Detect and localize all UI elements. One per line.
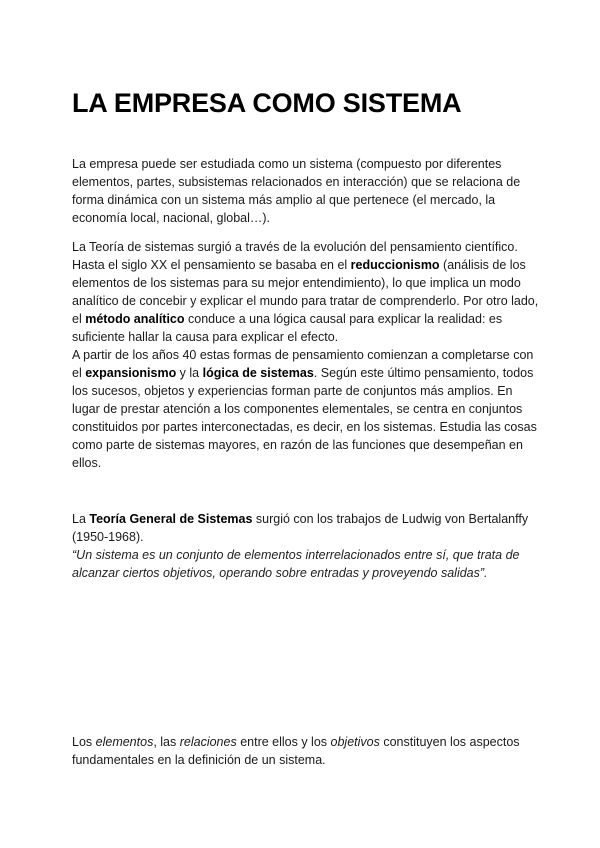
bold-term-metodo-analitico: método analítico (85, 312, 185, 326)
bold-term-teoria-general: Teoría General de Sistemas (89, 512, 253, 526)
text-span: entre ellos y los (236, 735, 331, 749)
text-span: Los (72, 735, 96, 749)
text-span: La (72, 512, 90, 526)
text-span: constituyen los aspectos fundamentales en la definición de un sistema. (72, 735, 520, 767)
text-span: . Según este último pensamiento, todos los sucesos, objetos y experiencias forman parte de conjuntos más amplios. En lugar de prestar atención a los componentes elementales, se centra en conjuntos constituidos por partes interconectadas, es decir, en los sistemas. Estudia las cosas como parte de sistemas mayores, en razón de las funciones que desempeñan en ellos. (72, 366, 537, 470)
italic-term-relaciones: relaciones (179, 735, 237, 749)
general-systems-theory-block (72, 510, 542, 582)
text-span: (análisis de los elementos de los sistemas para su mejor entendimiento), lo que implica un modo analítico de concebir y explicar el mundo para tratar de comprenderlo. Por otro lado, el (72, 258, 539, 326)
text-span: conduce a una lógica causal para explicar la realidad: es suficiente hallar la causa para explicar el efecto. (72, 312, 503, 344)
closing-paragraph (72, 733, 542, 769)
text-span: A partir de los años 40 estas formas de pensamiento comienzan a completarse con el (72, 348, 534, 380)
bold-term-expansionismo: expansionismo (85, 366, 177, 380)
expansionism-paragraph (72, 346, 542, 472)
text-span: surgió con los trabajos de Ludwig von Bertalanffy (1950-1968). (72, 512, 529, 544)
systems-theory-paragraph (72, 238, 542, 346)
text-span: La Teoría de sistemas surgió a través de la evolución del pensamiento científico. Hasta el siglo XX el pensamiento se basaba en el (72, 240, 518, 272)
italic-term-objetivos: objetivos (330, 735, 380, 749)
bold-term-reduccionismo: reduccionismo (350, 258, 440, 272)
text-span: y la (176, 366, 203, 380)
text-span: , las (153, 735, 180, 749)
gst-paragraph (72, 510, 542, 546)
italic-term-elementos: elementos (95, 735, 154, 749)
intro-paragraph: La empresa puede ser estudiada como un sistema (compuesto por diferentes elementos, partes, subsistemas relacionados en interacción) que se relaciona de forma dinámica con un sistema más amplio al que pertenece (el mercado, la economía local, nacional, global…). (72, 157, 521, 225)
system-definition-quote: “Un sistema es un conjunto de elementos interrelacionados entre sí, que trata de alcanzar ciertos objetivos, operando sobre entradas y proveyendo salidas”. (72, 548, 520, 580)
bold-term-logica-de-sistemas: lógica de sistemas (202, 366, 314, 380)
page-title: LA EMPRESA COMO SISTEMA (72, 88, 462, 118)
